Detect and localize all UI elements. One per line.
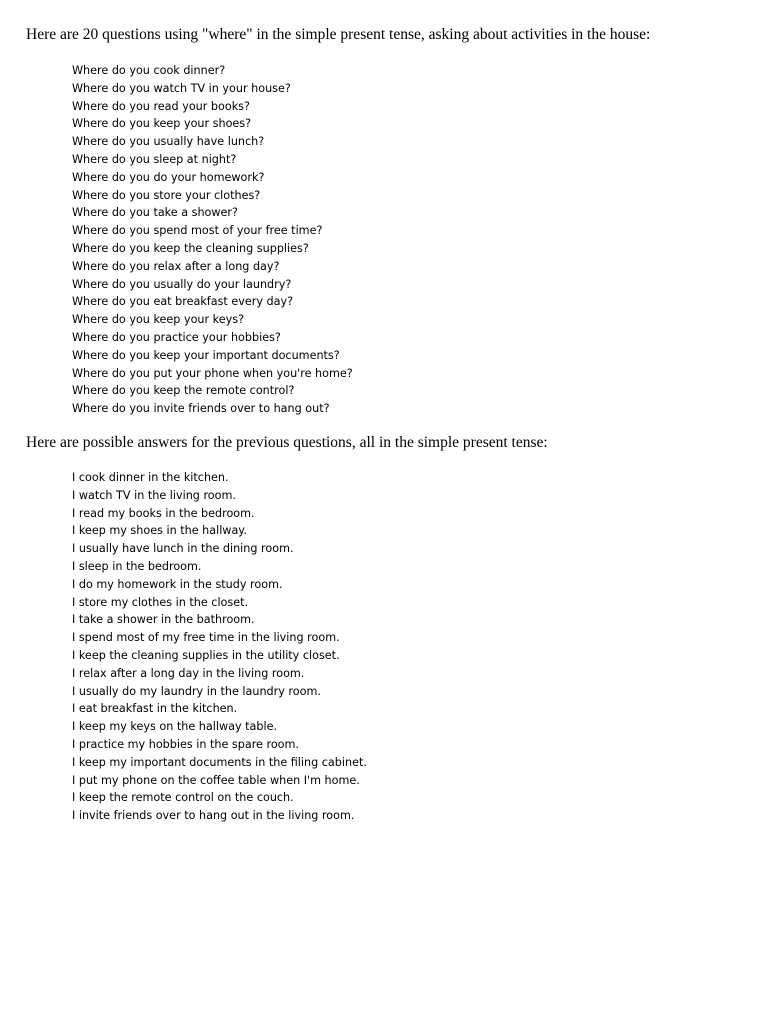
list-item-text: Where do you keep the cleaning supplies? <box>72 241 309 255</box>
list-item-text: Where do you invite friends over to hang out? <box>72 402 330 416</box>
list-item-text: Where do you put your phone when you're home? <box>72 366 353 380</box>
list-item-text: Where do you store your clothes? <box>72 188 261 202</box>
list-item-text: Where do you keep your important documents? <box>72 348 340 362</box>
list-item-text: Where do you usually do your laundry? <box>72 277 292 291</box>
list-item-text: I practice my hobbies in the spare room. <box>72 737 299 751</box>
list-item-text: I spend most of my free time in the living room. <box>72 631 340 645</box>
list-item-text: I do my homework in the study room. <box>72 577 283 591</box>
list-item-text: Where do you relax after a long day? <box>72 259 280 273</box>
list-item-text: Where do you keep your shoes? <box>72 117 252 131</box>
questions-intro: Here are 20 questions using "where" in the simple present tense, asking about activities in the house: <box>26 26 651 43</box>
list-item-text: Where do you practice your hobbies? <box>72 330 281 344</box>
list-item-text: Where do you read your books? <box>72 99 250 113</box>
list-item-text: Where do you sleep at night? <box>72 152 237 166</box>
list-item-text: I put my phone on the coffee table when I'm home. <box>72 773 360 787</box>
list-item-text: I relax after a long day in the living room. <box>72 666 305 680</box>
list-item-text: I invite friends over to hang out in the living room. <box>72 809 355 823</box>
list-item-text: Where do you cook dinner? <box>72 64 226 77</box>
list-item-text: I read my books in the bedroom. <box>72 506 255 520</box>
list-item-text: I keep my keys on the hallway table. <box>72 720 278 734</box>
list-item-text: Where do you take a shower? <box>72 206 238 220</box>
list-item-text: I usually do my laundry in the laundry room. <box>72 684 321 698</box>
list-item-text: Where do you keep your keys? <box>72 313 245 327</box>
list-item-text: I sleep in the bedroom. <box>72 559 202 573</box>
list-item-text: I cook dinner in the kitchen. <box>72 471 229 484</box>
list-item-text: I take a shower in the bathroom. <box>72 613 255 627</box>
list-item-text: Where do you do your homework? <box>72 170 265 184</box>
list-item-text: I keep my important documents in the filing cabinet. <box>72 755 367 769</box>
list-item-text: I keep the cleaning supplies in the utility closet. <box>72 648 340 662</box>
list-item-text: I watch TV in the living room. <box>72 488 236 502</box>
list-item-text: I keep the remote control on the couch. <box>72 791 294 805</box>
list-item-text: I store my clothes in the closet. <box>72 595 249 609</box>
list-item-text: I eat breakfast in the kitchen. <box>72 702 238 716</box>
list-item-text: I keep my shoes in the hallway. <box>72 524 247 538</box>
list-item-text: Where do you usually have lunch? <box>72 135 265 149</box>
answers-intro: Here are possible answers for the previous questions, all in the simple present tense: <box>26 434 548 451</box>
list-item-text: I usually have lunch in the dining room. <box>72 542 294 556</box>
list-item-text: Where do you eat breakfast every day? <box>72 295 294 309</box>
list-item-text: Where do you keep the remote control? <box>72 384 295 398</box>
list-item-text: Where do you watch TV in your house? <box>72 81 291 95</box>
list-item-text: Where do you spend most of your free time? <box>72 224 323 238</box>
